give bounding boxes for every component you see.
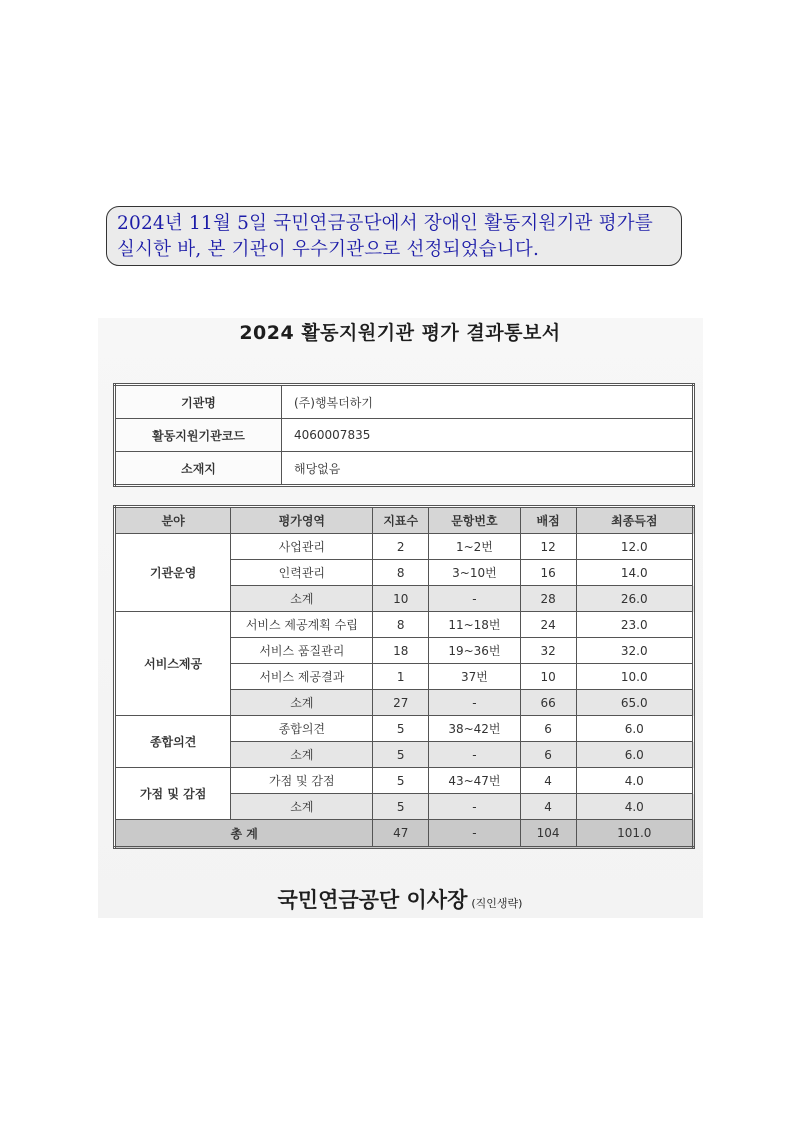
max-score-cell: 104 [520, 820, 576, 848]
max-score-cell: 10 [520, 664, 576, 690]
area-cell: 사업관리 [231, 534, 373, 560]
max-score-cell: 6 [520, 716, 576, 742]
indicator-count-cell: 2 [373, 534, 429, 560]
item-number-cell: 1~2번 [429, 534, 521, 560]
indicator-count-cell: 18 [373, 638, 429, 664]
info-row [115, 452, 694, 486]
info-value: (주)행복더하기 [282, 385, 694, 419]
max-score-cell: 6 [520, 742, 576, 768]
area-cell: 서비스 품질관리 [231, 638, 373, 664]
max-score-cell: 4 [520, 794, 576, 820]
table-row [115, 534, 694, 560]
seal-omitted-note: (직인생략) [471, 897, 523, 910]
category-cell: 서비스제공 [115, 612, 231, 716]
table-header-row [115, 507, 694, 534]
item-number-cell: 43~47번 [429, 768, 521, 794]
grand-total-row [115, 820, 694, 848]
table-row [115, 768, 694, 794]
area-cell: 서비스 제공결과 [231, 664, 373, 690]
item-number-cell: 19~36번 [429, 638, 521, 664]
item-number-cell: 38~42번 [429, 716, 521, 742]
area-cell: 소계 [231, 690, 373, 716]
column-header: 지표수 [373, 507, 429, 534]
category-cell: 가점 및 감점 [115, 768, 231, 820]
institution-info-table [113, 383, 695, 487]
max-score-cell: 66 [520, 690, 576, 716]
indicator-count-cell: 5 [373, 716, 429, 742]
item-number-cell: 11~18번 [429, 612, 521, 638]
indicator-count-cell: 5 [373, 742, 429, 768]
max-score-cell: 28 [520, 586, 576, 612]
final-score-cell: 32.0 [576, 638, 694, 664]
item-number-cell: - [429, 820, 521, 848]
category-cell: 기관운영 [115, 534, 231, 612]
issuer-name: 국민연금공단 이사장 [277, 888, 468, 912]
indicator-count-cell: 27 [373, 690, 429, 716]
final-score-cell: 6.0 [576, 716, 694, 742]
max-score-cell: 24 [520, 612, 576, 638]
column-header: 문항번호 [429, 507, 521, 534]
area-cell: 인력관리 [231, 560, 373, 586]
area-cell: 소계 [231, 742, 373, 768]
final-score-cell: 6.0 [576, 742, 694, 768]
evaluation-score-table [113, 505, 695, 849]
item-number-cell: - [429, 742, 521, 768]
indicator-count-cell: 5 [373, 768, 429, 794]
area-cell: 서비스 제공계획 수립 [231, 612, 373, 638]
final-score-cell: 12.0 [576, 534, 694, 560]
report-title: 2024 활동지원기관 평가 결과통보서 [239, 322, 561, 344]
info-label: 소재지 [115, 452, 282, 486]
indicator-count-cell: 8 [373, 560, 429, 586]
item-number-cell: - [429, 794, 521, 820]
area-cell: 종합의견 [231, 716, 373, 742]
issuer-signature [0, 884, 793, 914]
final-score-cell: 65.0 [576, 690, 694, 716]
indicator-count-cell: 8 [373, 612, 429, 638]
column-header: 분야 [115, 507, 231, 534]
item-number-cell: 3~10번 [429, 560, 521, 586]
info-row [115, 419, 694, 452]
notice-line-1: 2024년 11월 5일 국민연금공단에서 장애인 활동지원기관 평가를 [117, 213, 653, 234]
item-number-cell: 37번 [429, 664, 521, 690]
area-cell: 가점 및 감점 [231, 768, 373, 794]
final-score-cell: 4.0 [576, 768, 694, 794]
final-score-cell: 101.0 [576, 820, 694, 848]
table-row [115, 612, 694, 638]
info-value: 해당없음 [282, 452, 694, 486]
indicator-count-cell: 47 [373, 820, 429, 848]
notice-box [106, 206, 682, 266]
category-cell: 종합의견 [115, 716, 231, 768]
max-score-cell: 12 [520, 534, 576, 560]
column-header: 평가영역 [231, 507, 373, 534]
info-row [115, 385, 694, 419]
column-header: 최종득점 [576, 507, 694, 534]
indicator-count-cell: 10 [373, 586, 429, 612]
total-label-cell: 총 계 [115, 820, 373, 848]
area-cell: 소계 [231, 586, 373, 612]
area-cell: 소계 [231, 794, 373, 820]
max-score-cell: 32 [520, 638, 576, 664]
notice-line-2: 실시한 바, 본 기관이 우수기관으로 선정되었습니다. [117, 239, 540, 260]
max-score-cell: 16 [520, 560, 576, 586]
final-score-cell: 10.0 [576, 664, 694, 690]
max-score-cell: 4 [520, 768, 576, 794]
item-number-cell: - [429, 690, 521, 716]
table-row [115, 716, 694, 742]
column-header: 배점 [520, 507, 576, 534]
final-score-cell: 26.0 [576, 586, 694, 612]
final-score-cell: 23.0 [576, 612, 694, 638]
info-value: 4060007835 [282, 419, 694, 452]
final-score-cell: 14.0 [576, 560, 694, 586]
info-label: 기관명 [115, 385, 282, 419]
indicator-count-cell: 1 [373, 664, 429, 690]
item-number-cell: - [429, 586, 521, 612]
final-score-cell: 4.0 [576, 794, 694, 820]
indicator-count-cell: 5 [373, 794, 429, 820]
info-label: 활동지원기관코드 [115, 419, 282, 452]
